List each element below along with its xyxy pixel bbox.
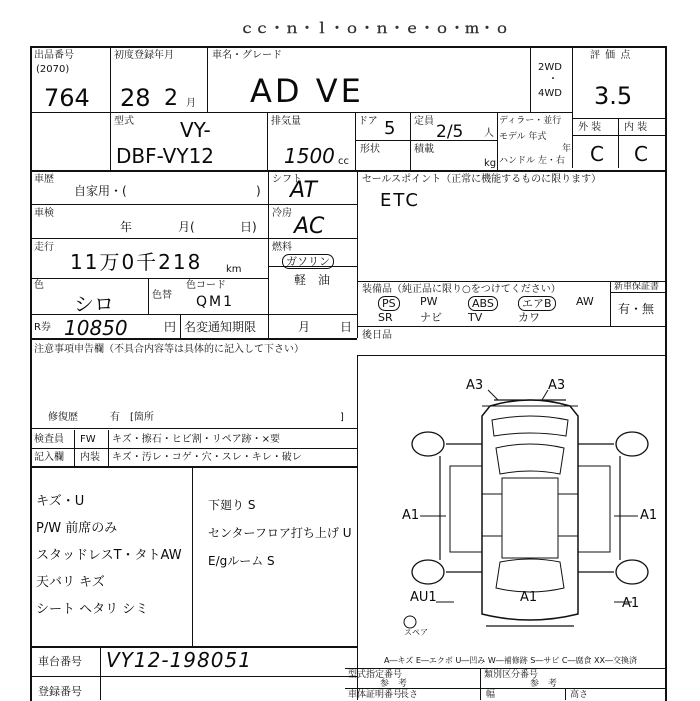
equipment-ナビ: ナビ — [420, 311, 442, 324]
note-left-line: 天バリ キズ — [36, 575, 105, 590]
later-install-label: 後日品 — [362, 330, 392, 341]
shift-value: AT — [290, 178, 317, 203]
inspection-label: 車検 — [34, 208, 54, 219]
exterior-label: 外 装 — [578, 122, 602, 133]
equipment-エアb: エアB — [518, 296, 556, 311]
handle-label: ハンドル 左・右 — [499, 156, 565, 166]
note-right-line: センターフロア打ち上げ U — [208, 526, 352, 540]
inspection-day: 日) — [240, 220, 257, 234]
fuel-gasoline: ガソリン — [282, 254, 334, 269]
model-line-1: VY- — [180, 118, 211, 142]
notes-label: 注意事項申告欄（不具合内容等は具体的に記入して下さい） — [34, 344, 304, 355]
model-year-suffix: 年 — [562, 144, 572, 154]
exterior-grade: C — [590, 142, 604, 166]
mileage-label: 走行 — [34, 242, 54, 253]
type-designation-label: 型式指定番号 — [348, 670, 403, 680]
entry-label: 記入欄 — [34, 452, 64, 463]
car-damage-diagram — [400, 376, 660, 646]
score-value: 3.5 — [594, 82, 633, 110]
category-number-label: 類別区分番号 — [484, 670, 539, 680]
drive-2wd: 2WD — [538, 62, 562, 73]
model-label: 型式 — [114, 116, 134, 127]
width-label: 幅 — [486, 690, 496, 700]
drive-dot: ・ — [548, 74, 558, 85]
inspector-label: 検査員 — [34, 434, 64, 445]
load-label: 積載 — [414, 144, 434, 155]
note-left-line: キズ・U — [36, 494, 85, 509]
lot-number: 764 — [44, 84, 90, 112]
length-label: 長さ — [400, 690, 419, 700]
model-line-2: DBF-VY12 — [116, 144, 215, 168]
note-right-line: 下廻り S — [208, 498, 256, 512]
first-registration-year: 28 — [120, 84, 151, 112]
color-value: シロ — [74, 292, 114, 316]
deadline-label: 名変通知期限 — [184, 320, 257, 334]
yen-label: 円 — [164, 320, 177, 334]
drive-4wd: 4WD — [538, 88, 562, 99]
equipment-tv: TV — [468, 311, 483, 324]
capacity-label: 定員 — [414, 116, 434, 127]
equipment-abs: ABS — [468, 296, 498, 311]
lot-label: 出品番号 — [34, 50, 74, 61]
spare-label: スペア — [404, 628, 428, 637]
check-row-1: キズ・擦石・ヒビ割・リペア跡・×要 — [112, 434, 280, 445]
damage-mark-rear-right: A1 — [622, 596, 640, 611]
model-year-label: モデル 年式 — [499, 132, 547, 142]
equipment-aw: AW — [576, 295, 594, 308]
month-suffix: 月 — [186, 98, 196, 109]
recycle-amount: 10850 — [64, 316, 128, 340]
recycle-label: R券 — [34, 322, 51, 333]
vehicle-type-label: 車歴 — [34, 174, 54, 185]
first-registration-label: 初度登録年月 — [114, 50, 174, 61]
aircon-label: 冷房 — [272, 208, 292, 219]
damage-mark-rear-left: AU1 — [410, 590, 437, 605]
damage-mark-right-door: A1 — [640, 508, 658, 523]
damage-mark-rear-center: A1 — [520, 590, 538, 605]
reference-2: 参 考 — [530, 679, 558, 689]
sales-point-value: ETC — [380, 190, 420, 211]
note-right-line: E/gルーム S — [208, 554, 275, 568]
inspection-month: 月( — [178, 220, 195, 234]
equipment-label: 装備品（純正品に限り○をつけてください） — [362, 284, 561, 295]
deadline-month: 月 — [298, 320, 311, 334]
check-row-2: キズ・汚レ・コゲ・穴・スレ・キレ・破レ — [112, 452, 302, 463]
new-warranty-label: 新車保証書 — [614, 282, 660, 292]
note-left-line: スタッドレスT・タトAW — [36, 548, 182, 563]
note-left-line: シート ヘタリ シミ — [36, 602, 149, 617]
shift-label: シフト — [272, 174, 302, 185]
repair-history-close: ] — [340, 412, 344, 423]
vehicle-type-value: 自家用・( — [74, 184, 127, 198]
shape-label: 形状 — [360, 144, 380, 155]
repair-history-value: 有 [箇所 — [110, 412, 154, 423]
interior-label: 内 装 — [624, 122, 648, 133]
chassis-label: 車台番号 — [38, 655, 82, 668]
vehicle-type-close: ) — [256, 184, 261, 198]
color-change-label: 色替 — [152, 290, 172, 301]
damage-mark-front-right: A3 — [548, 378, 566, 393]
chassis-number: VY12-198051 — [106, 648, 252, 672]
fw-label: FW — [80, 434, 96, 445]
displacement-value: 1500 — [284, 144, 335, 168]
damage-mark-front-left: A3 — [466, 378, 484, 393]
interior-small-label: 内装 — [80, 452, 100, 463]
deadline-day: 日 — [340, 320, 353, 334]
mileage-unit: km — [226, 264, 242, 275]
reference-1: 参 考 — [380, 679, 408, 689]
fuel-light-oil: 軽 油 — [294, 273, 331, 287]
dealer-label: ディラー・並行 — [499, 116, 562, 126]
registration-label: 登録番号 — [38, 685, 82, 698]
kg-label: kg — [484, 158, 497, 169]
color-code-label: 色コード — [186, 280, 226, 291]
damage-legend: A―キズ E―エクボ U―凹み W―補修跡 S―サビ C―腐食 XX―交換済 — [384, 656, 638, 665]
car-name-label: 車名・グレード — [212, 50, 282, 61]
color-label: 色 — [34, 280, 44, 291]
equipment-ps: PS — [378, 296, 400, 311]
body-cert-label: 車体証明番号 — [348, 690, 403, 700]
fuel-label: 燃料 — [272, 242, 292, 253]
mileage-value: 11万0千218 — [70, 250, 203, 274]
damage-mark-left-door: A1 — [402, 508, 420, 523]
note-left-line: P/W 前席のみ — [36, 521, 118, 536]
equipment-sr: SR — [378, 311, 393, 324]
interior-grade: C — [634, 142, 648, 166]
sales-point-label: セールスポイント（正常に機能するものに限ります） — [362, 174, 602, 185]
equipment-カワ: カワ — [518, 311, 540, 324]
displacement-label: 排気量 — [271, 116, 301, 127]
color-code-value: QM1 — [196, 294, 235, 310]
first-registration-month: 2 — [164, 86, 178, 111]
aircon-value: AC — [294, 214, 325, 239]
new-warranty-value: 有・無 — [618, 302, 655, 316]
repair-history-label: 修復歴 — [48, 412, 78, 423]
car-name: AD VE — [250, 72, 364, 110]
doors-label: ドア — [358, 116, 378, 127]
inspection-year: 年 — [120, 220, 133, 234]
capacity-value: 2/5 — [436, 122, 464, 142]
person-unit: 人 — [484, 128, 494, 139]
score-label: 評 価 点 — [590, 50, 632, 61]
displacement-unit: cc — [338, 156, 349, 167]
equipment-pw: PW — [420, 295, 438, 308]
height-label: 高さ — [570, 690, 589, 700]
doors-value: 5 — [384, 118, 396, 139]
lot-sub: (2070) — [36, 64, 70, 75]
sheet-header: ｃｃ・ｎ・ｌ・ｏ・ｎ・ｅ・ｏ・ｍ・ｏ — [240, 21, 510, 37]
